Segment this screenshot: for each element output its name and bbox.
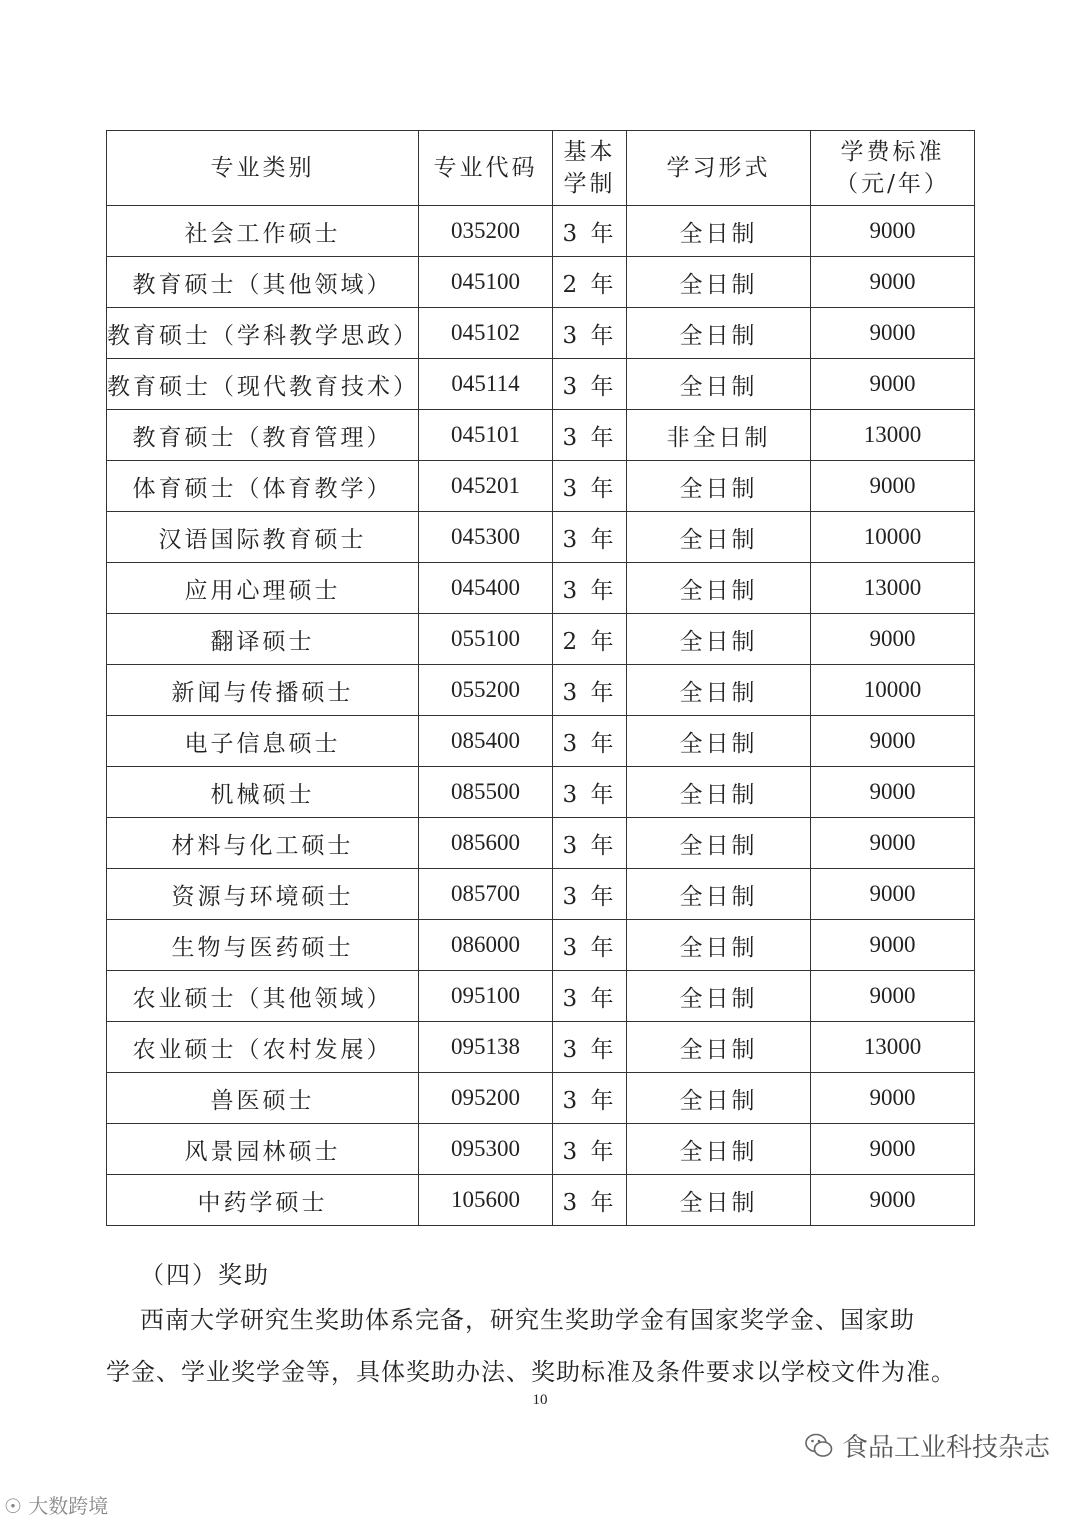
cell-category: 教育硕士（其他领域） [107, 257, 419, 308]
table-row [107, 563, 975, 614]
cell-code: 085700 [419, 869, 553, 920]
table-row [107, 257, 975, 308]
cell-code: 095300 [419, 1124, 553, 1175]
cell-category: 教育硕士（教育管理） [107, 410, 419, 461]
cell-mode: 全日制 [627, 665, 811, 716]
cell-mode: 非全日制 [627, 410, 811, 461]
cell-duration: 3 年 [553, 716, 627, 767]
table-header-row [107, 131, 975, 206]
table-row [107, 665, 975, 716]
cell-mode: 全日制 [627, 818, 811, 869]
table-row [107, 869, 975, 920]
cell-code: 095100 [419, 971, 553, 1022]
cell-code: 045300 [419, 512, 553, 563]
cell-category: 汉语国际教育硕士 [107, 512, 419, 563]
watermark-right [804, 1427, 1050, 1464]
cell-duration: 3 年 [553, 1073, 627, 1124]
cell-fee: 9000 [811, 1175, 975, 1226]
cell-code: 045101 [419, 410, 553, 461]
tuition-table [106, 130, 975, 1226]
cell-fee: 13000 [811, 1022, 975, 1073]
cell-mode: 全日制 [627, 563, 811, 614]
cell-fee: 10000 [811, 665, 975, 716]
cell-category: 教育硕士（学科教学思政） [107, 308, 419, 359]
cell-mode: 全日制 [627, 767, 811, 818]
table-row [107, 971, 975, 1022]
cell-category: 机械硕士 [107, 767, 419, 818]
cell-mode: 全日制 [627, 206, 811, 257]
cell-duration: 3 年 [553, 767, 627, 818]
cell-mode: 全日制 [627, 1073, 811, 1124]
cell-code: 045114 [419, 359, 553, 410]
cell-duration: 3 年 [553, 818, 627, 869]
cell-fee: 9000 [811, 257, 975, 308]
table-row [107, 410, 975, 461]
cell-code: 045102 [419, 308, 553, 359]
cell-fee: 9000 [811, 971, 975, 1022]
cell-code: 045201 [419, 461, 553, 512]
cell-fee: 10000 [811, 512, 975, 563]
section-heading: （四）奖助 [140, 1261, 270, 1289]
cell-fee: 13000 [811, 410, 975, 461]
cell-duration: 3 年 [553, 461, 627, 512]
cell-mode: 全日制 [627, 1124, 811, 1175]
table-row [107, 308, 975, 359]
cell-fee: 9000 [811, 206, 975, 257]
cell-fee: 13000 [811, 563, 975, 614]
cell-fee: 9000 [811, 1124, 975, 1175]
weibo-icon: ☉ [4, 1494, 22, 1518]
cell-mode: 全日制 [627, 716, 811, 767]
cell-mode: 全日制 [627, 308, 811, 359]
header-duration [553, 131, 627, 206]
table-row [107, 512, 975, 563]
watermark-left-text: 大数跨境 [28, 1494, 109, 1518]
cell-category: 兽医硕士 [107, 1073, 419, 1124]
header-fee-line1: 学费标准 [840, 139, 945, 165]
cell-fee: 9000 [811, 614, 975, 665]
page-number: 10 [532, 1392, 548, 1408]
header-duration-line2: 学制 [563, 171, 616, 197]
wechat-icon [804, 1431, 834, 1461]
table-row [107, 920, 975, 971]
cell-category: 风景园林硕士 [107, 1124, 419, 1175]
header-fee-line2: （元/年） [835, 171, 950, 197]
cell-mode: 全日制 [627, 512, 811, 563]
header-mode: 学习形式 [627, 131, 811, 206]
cell-category: 材料与化工硕士 [107, 818, 419, 869]
cell-mode: 全日制 [627, 1175, 811, 1226]
cell-fee: 9000 [811, 308, 975, 359]
cell-mode: 全日制 [627, 971, 811, 1022]
cell-code: 086000 [419, 920, 553, 971]
cell-duration: 3 年 [553, 308, 627, 359]
table-body [107, 206, 975, 1226]
cell-fee: 9000 [811, 818, 975, 869]
cell-mode: 全日制 [627, 1022, 811, 1073]
paragraph-line-2: 学金、学业奖学金等，具体奖助办法、奖助标准及条件要求以学校文件为准。 [106, 1358, 956, 1386]
cell-category: 翻译硕士 [107, 614, 419, 665]
cell-category: 资源与环境硕士 [107, 869, 419, 920]
table-row [107, 767, 975, 818]
cell-fee: 9000 [811, 920, 975, 971]
cell-category: 体育硕士（体育教学） [107, 461, 419, 512]
table-row [107, 614, 975, 665]
cell-code: 085600 [419, 818, 553, 869]
cell-fee: 9000 [811, 869, 975, 920]
table-row [107, 206, 975, 257]
cell-fee: 9000 [811, 359, 975, 410]
cell-code: 055200 [419, 665, 553, 716]
header-code: 专业代码 [419, 131, 553, 206]
cell-code: 045400 [419, 563, 553, 614]
cell-category: 新闻与传播硕士 [107, 665, 419, 716]
cell-duration: 2 年 [553, 257, 627, 308]
header-category: 专业类别 [107, 131, 419, 206]
cell-duration: 3 年 [553, 971, 627, 1022]
cell-duration: 3 年 [553, 665, 627, 716]
table-row [107, 716, 975, 767]
cell-category: 中药学硕士 [107, 1175, 419, 1226]
cell-duration: 3 年 [553, 563, 627, 614]
watermark-right-text: 食品工业科技杂志 [841, 1433, 1050, 1463]
cell-mode: 全日制 [627, 257, 811, 308]
cell-duration: 3 年 [553, 869, 627, 920]
watermark-left [4, 1490, 108, 1519]
cell-mode: 全日制 [627, 614, 811, 665]
cell-category: 教育硕士（现代教育技术） [107, 359, 419, 410]
cell-fee: 9000 [811, 1073, 975, 1124]
cell-duration: 3 年 [553, 1124, 627, 1175]
cell-duration: 3 年 [553, 206, 627, 257]
table-row [107, 1124, 975, 1175]
cell-duration: 3 年 [553, 1022, 627, 1073]
cell-mode: 全日制 [627, 869, 811, 920]
table-row [107, 359, 975, 410]
cell-mode: 全日制 [627, 920, 811, 971]
paragraph-line-1: 西南大学研究生奖助体系完备，研究生奖助学金有国家奖学金、国家助 [140, 1306, 915, 1334]
cell-category: 社会工作硕士 [107, 206, 419, 257]
table-row [107, 1175, 975, 1226]
cell-fee: 9000 [811, 461, 975, 512]
cell-category: 农业硕士（农村发展） [107, 1022, 419, 1073]
header-fee [811, 131, 975, 206]
cell-code: 045100 [419, 257, 553, 308]
cell-code: 095200 [419, 1073, 553, 1124]
cell-code: 085400 [419, 716, 553, 767]
cell-code: 055100 [419, 614, 553, 665]
cell-category: 农业硕士（其他领域） [107, 971, 419, 1022]
cell-fee: 9000 [811, 767, 975, 818]
cell-duration: 2 年 [553, 614, 627, 665]
cell-category: 电子信息硕士 [107, 716, 419, 767]
cell-duration: 3 年 [553, 512, 627, 563]
table-row [107, 1022, 975, 1073]
table-row [107, 1073, 975, 1124]
cell-duration: 3 年 [553, 410, 627, 461]
cell-code: 035200 [419, 206, 553, 257]
cell-mode: 全日制 [627, 359, 811, 410]
cell-mode: 全日制 [627, 461, 811, 512]
cell-duration: 3 年 [553, 920, 627, 971]
cell-code: 105600 [419, 1175, 553, 1226]
cell-code: 095138 [419, 1022, 553, 1073]
cell-fee: 9000 [811, 716, 975, 767]
cell-category: 应用心理硕士 [107, 563, 419, 614]
cell-duration: 3 年 [553, 359, 627, 410]
table-row [107, 818, 975, 869]
cell-category: 生物与医药硕士 [107, 920, 419, 971]
table-row [107, 461, 975, 512]
cell-code: 085500 [419, 767, 553, 818]
header-duration-line1: 基本 [563, 139, 616, 165]
cell-duration: 3 年 [553, 1175, 627, 1226]
